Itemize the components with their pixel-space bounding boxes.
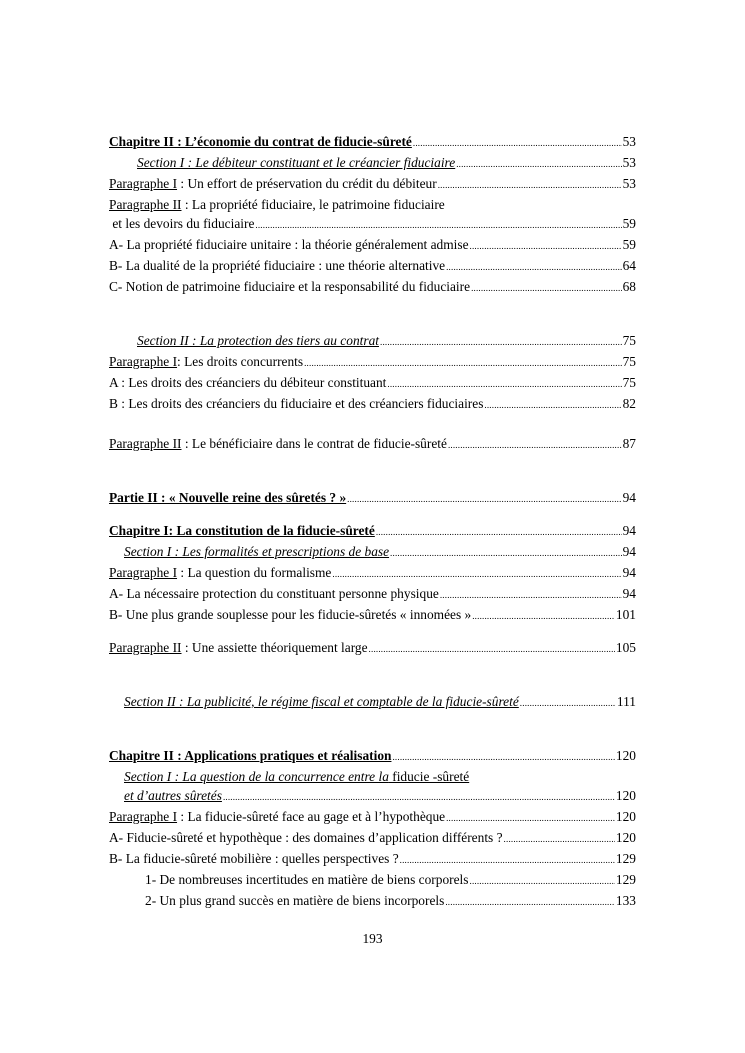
toc-entry-section bbox=[109, 692, 636, 713]
toc-entry-title: Chapitre II : Applications pratiques et réalisation bbox=[109, 748, 392, 763]
toc-entry-subpoint bbox=[109, 235, 636, 256]
dot-leader bbox=[446, 258, 622, 277]
toc-entry-page: 94 bbox=[622, 490, 636, 505]
toc-entry-page: 59 bbox=[622, 237, 636, 252]
dot-leader bbox=[347, 490, 621, 509]
toc-entry-title: et les devoirs du fiduciaire bbox=[109, 216, 255, 231]
toc-entry-subpoint bbox=[109, 277, 636, 298]
toc-entry-page: 75 bbox=[622, 375, 636, 390]
dot-leader bbox=[471, 279, 622, 298]
dot-leader bbox=[380, 333, 622, 352]
toc-entry-paragraph bbox=[109, 638, 636, 659]
spacer bbox=[109, 455, 636, 488]
toc-entry-subpoint bbox=[109, 849, 636, 870]
dot-leader bbox=[445, 893, 615, 912]
toc-entry-page: 105 bbox=[615, 640, 636, 655]
paragraph-label: Paragraphe I bbox=[109, 176, 178, 191]
toc-entry-paragraph-line2 bbox=[109, 214, 636, 235]
toc-entry-page: 59 bbox=[622, 216, 636, 231]
toc-entry-page: 111 bbox=[616, 694, 636, 709]
toc-entry-title: B- La dualité de la propriété fiduciaire : une théorie alternative bbox=[109, 258, 446, 273]
toc-entry-title: B- Une plus grande souplesse pour les fiducie-sûretés « innomées » bbox=[109, 607, 472, 622]
toc-entry-section-line2 bbox=[109, 786, 636, 807]
toc-entry-title: Partie II : « Nouvelle reine des sûretés ? » bbox=[109, 490, 347, 505]
paragraph-label: Paragraphe I bbox=[109, 354, 178, 369]
dot-leader bbox=[456, 155, 621, 174]
dot-leader bbox=[413, 134, 622, 153]
toc-entry-page: 68 bbox=[622, 279, 636, 294]
toc-entry-title bbox=[109, 638, 368, 657]
toc-entry-paragraph bbox=[109, 807, 636, 828]
dot-leader bbox=[390, 544, 622, 563]
dot-leader bbox=[470, 237, 622, 256]
toc-entry-page: 94 bbox=[622, 565, 636, 580]
dot-leader bbox=[438, 176, 622, 195]
toc-entry-subpoint bbox=[109, 373, 636, 394]
toc-entry-title bbox=[109, 563, 331, 582]
toc-entry-section bbox=[109, 331, 636, 352]
dot-leader bbox=[304, 354, 622, 373]
toc-entry-paragraph bbox=[109, 352, 636, 373]
toc-entry-title: Chapitre I: La constitution de la fiducie-sûreté bbox=[109, 523, 375, 538]
dot-leader bbox=[440, 586, 622, 605]
toc-entry-title: et d’autres sûretés bbox=[124, 788, 222, 803]
toc-entry-title: A : Les droits des créanciers du débiteur constituant bbox=[109, 375, 387, 390]
paragraph-text: : Un effort de préservation du crédit du débiteur bbox=[177, 176, 437, 191]
toc-entry-part bbox=[109, 488, 636, 509]
toc-entry-title bbox=[109, 174, 437, 193]
toc-entry-title: Section II : La protection des tiers au contrat bbox=[137, 333, 379, 348]
section-title-continued: fiducie -sûreté bbox=[388, 769, 470, 784]
toc-entry-page: 94 bbox=[622, 586, 636, 601]
page-number: 193 bbox=[362, 931, 383, 946]
toc-entry-title: Section I : Les formalités et prescriptions de base bbox=[124, 544, 390, 559]
dot-leader bbox=[392, 748, 614, 767]
toc-entry-page: 64 bbox=[622, 258, 636, 273]
toc-entry-title bbox=[109, 434, 447, 453]
paragraph-text: : La propriété fiduciaire, le patrimoine fiduciaire bbox=[181, 197, 445, 212]
dot-leader bbox=[223, 788, 615, 807]
toc-entry-title: B- La fiducie-sûreté mobilière : quelles perspectives ? bbox=[109, 851, 399, 866]
toc-entry-title: C- Notion de patrimoine fiduciaire et la responsabilité du fiduciaire bbox=[109, 279, 471, 294]
toc-entry-title: Section II : La publicité, le régime fiscal et comptable de la fiducie-sûreté bbox=[124, 694, 519, 709]
toc-entry-subpoint bbox=[109, 256, 636, 277]
paragraph-text: : Une assiette théoriquement large bbox=[181, 640, 368, 655]
dot-leader bbox=[484, 396, 621, 415]
toc-entry-page: 94 bbox=[622, 523, 636, 538]
paragraph-label: Paragraphe II bbox=[109, 436, 182, 451]
toc-entry-page: 94 bbox=[622, 544, 636, 559]
dot-leader bbox=[446, 809, 615, 828]
toc-entry-page: 133 bbox=[615, 893, 636, 908]
spacer bbox=[109, 626, 636, 638]
toc-entry-subsubpoint bbox=[109, 891, 636, 912]
toc-entry-page: 53 bbox=[622, 155, 636, 170]
toc-entry-section bbox=[109, 153, 636, 174]
toc-entry-paragraph bbox=[109, 434, 636, 455]
paragraph-label: Paragraphe I bbox=[109, 565, 178, 580]
toc-entry-chapter bbox=[109, 132, 636, 153]
spacer bbox=[109, 713, 636, 746]
toc-entry-title: 2- Un plus grand succès en matière de biens incorporels bbox=[145, 893, 445, 908]
dot-leader bbox=[470, 872, 615, 891]
dot-leader bbox=[448, 436, 622, 455]
toc-entry-page: 120 bbox=[615, 830, 636, 845]
toc-entry-title: Chapitre II : L’économie du contrat de fiducie-sûreté bbox=[109, 134, 412, 149]
section-title: Section I : La question de la concurrence entre la bbox=[124, 769, 389, 784]
toc-entry-title bbox=[109, 807, 445, 826]
dot-leader bbox=[387, 375, 621, 394]
dot-leader bbox=[400, 851, 615, 870]
toc-entry-page: 120 bbox=[615, 788, 636, 803]
toc-entry-page: 101 bbox=[615, 607, 636, 622]
toc-entry-page: 120 bbox=[615, 748, 636, 763]
toc-entry-subpoint bbox=[109, 605, 636, 626]
toc-entry-page: 129 bbox=[615, 851, 636, 866]
toc-entry-title: A- Fiducie-sûreté et hypothèque : des domaines d’application différents ? bbox=[109, 830, 503, 845]
toc-entry-subpoint bbox=[109, 394, 636, 415]
paragraph-text: : La question du formalisme bbox=[177, 565, 332, 580]
toc-entry-section-line1 bbox=[109, 767, 636, 786]
paragraph-text: : Les droits concurrents bbox=[177, 354, 304, 369]
toc-entry-section bbox=[109, 542, 636, 563]
toc-entry-chapter bbox=[109, 521, 636, 542]
spacer bbox=[109, 509, 636, 521]
toc-entry-page: 75 bbox=[622, 333, 636, 348]
paragraph-text: : La fiducie-sûreté face au gage et à l’hypothèque bbox=[177, 809, 446, 824]
toc-entry-page: 53 bbox=[622, 134, 636, 149]
spacer bbox=[109, 659, 636, 692]
dot-leader bbox=[369, 640, 615, 659]
dot-leader bbox=[376, 523, 622, 542]
paragraph-label: Paragraphe II bbox=[109, 197, 182, 212]
dot-leader bbox=[332, 565, 621, 584]
toc-entry-subsubpoint bbox=[109, 870, 636, 891]
toc-entry-title: Section I : Le débiteur constituant et le créancier fiduciaire bbox=[137, 155, 456, 170]
table-of-contents bbox=[109, 132, 636, 912]
toc-entry-title: A- La propriété fiduciaire unitaire : la théorie généralement admise bbox=[109, 237, 469, 252]
spacer bbox=[109, 415, 636, 434]
toc-entry-paragraph-line1 bbox=[109, 195, 636, 214]
toc-entry-title: 1- De nombreuses incertitudes en matière de biens corporels bbox=[145, 872, 469, 887]
toc-entry-page: 53 bbox=[622, 176, 636, 191]
dot-leader bbox=[504, 830, 615, 849]
paragraph-text: : Le bénéficiaire dans le contrat de fiducie-sûreté bbox=[181, 436, 447, 451]
paragraph-label: Paragraphe I bbox=[109, 809, 178, 824]
toc-entry-subpoint bbox=[109, 828, 636, 849]
toc-entry-title: A- La nécessaire protection du constituant personne physique bbox=[109, 586, 439, 601]
toc-entry-subpoint bbox=[109, 584, 636, 605]
dot-leader bbox=[520, 694, 616, 713]
spacer bbox=[109, 298, 636, 331]
toc-entry-chapter bbox=[109, 746, 636, 767]
toc-entry-page: 82 bbox=[622, 396, 636, 411]
toc-entry-page: 87 bbox=[622, 436, 636, 451]
toc-entry-title bbox=[109, 352, 303, 371]
toc-entry-page: 120 bbox=[615, 809, 636, 824]
toc-entry-title: B : Les droits des créanciers du fiduciaire et des créanciers fiduciaires bbox=[109, 396, 484, 411]
toc-entry-paragraph bbox=[109, 563, 636, 584]
dot-leader bbox=[255, 216, 621, 235]
toc-entry-paragraph bbox=[109, 174, 636, 195]
dot-leader bbox=[472, 607, 615, 626]
toc-entry-page: 129 bbox=[615, 872, 636, 887]
toc-entry-page: 75 bbox=[622, 354, 636, 369]
paragraph-label: Paragraphe II bbox=[109, 640, 182, 655]
